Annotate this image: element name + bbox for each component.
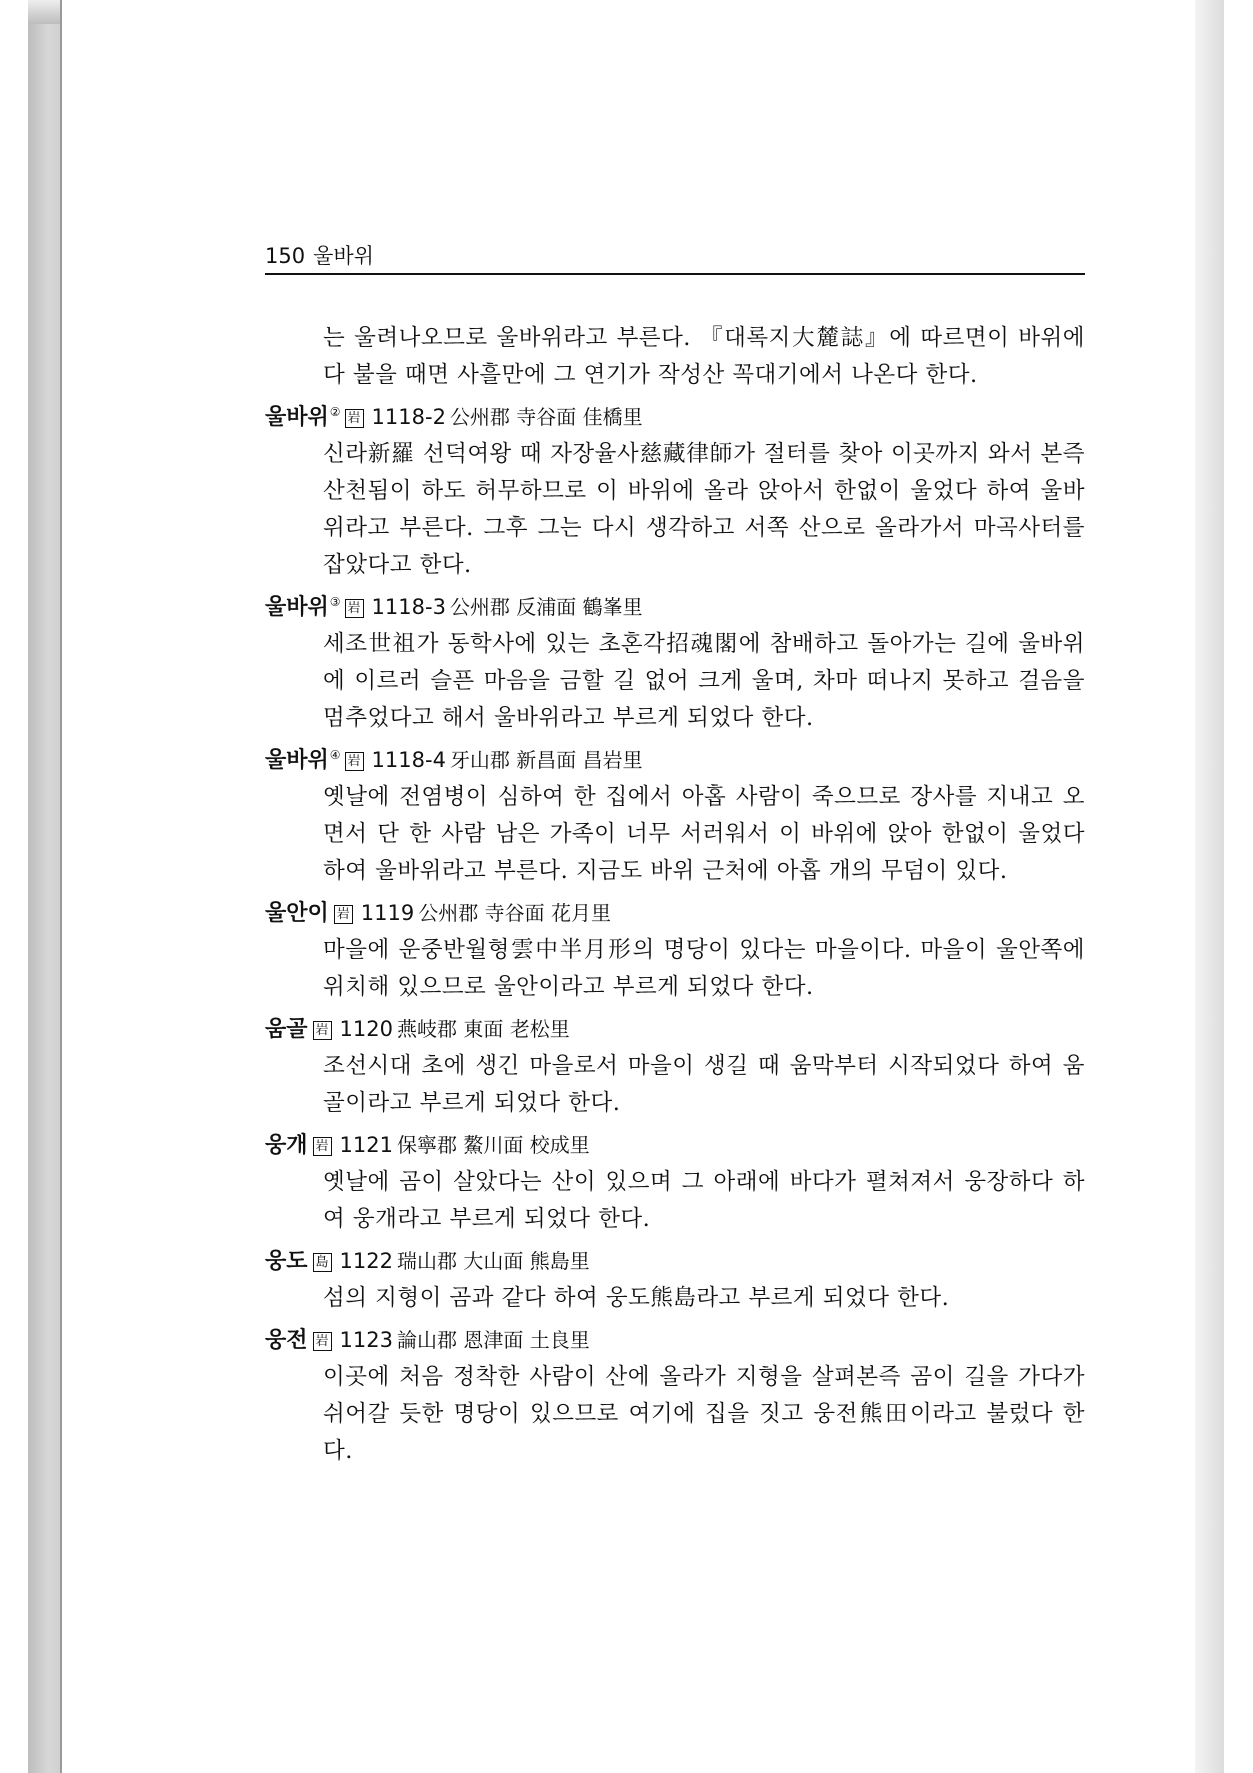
entry-term: 웅전	[265, 1328, 308, 1353]
entry	[265, 394, 1085, 584]
entry-kind-badge: 島	[313, 1253, 332, 1272]
entry	[265, 1317, 1085, 1470]
entry-number: ③	[329, 595, 341, 609]
intro-paragraph: 는 울려나오므로 울바위라고 부른다. 『대록지大麓誌』에 따르면이 바위에다 불을 때면 사흘만에 그 연기가 작성산 꼭대기에서 나온다 한다.	[323, 325, 1085, 388]
entry-heading	[265, 1317, 1085, 1359]
entry-term: 웅도	[265, 1249, 308, 1274]
entry-kind-badge: 岩	[313, 1021, 332, 1040]
entry-heading	[265, 584, 1085, 626]
entry-number: ④	[329, 748, 341, 762]
entry-text: 신라新羅 선덕여왕 때 자장율사慈藏律師가 절터를 찾아 이곳까지 와서 본즉 산천됨이 하도 허무하므로 이 바위에 올라 앉아서 한없이 울었다 하여 울바위라고 부른다. 그후 그는 다시 생각하고 서쪽 산으로 올라가서 마곡사터를 잡았다고 한다.	[323, 441, 1085, 578]
entry-term: 울바위	[265, 748, 329, 773]
entry-kind-badge: 岩	[345, 752, 364, 771]
entry-address: 公州郡 寺谷面 佳橋里	[449, 405, 643, 429]
entry-text: 이곳에 처음 정착한 사람이 산에 올라가 지형을 살펴본즉 곰이 길을 가다가 쉬어갈 듯한 명당이 있으므로 여기에 집을 짓고 웅전熊田이라고 불렀다 한다.	[323, 1364, 1085, 1464]
entry-code: 1119	[360, 901, 415, 925]
entry-text: 옛날에 전염병이 심하여 한 집에서 아홉 사람이 죽으므로 장사를 지내고 오면서 단 한 사람 남은 가족이 너무 서러워서 이 바위에 앉아 한없이 울었다 하여 울바위라고 부른다. 지금도 바위 근처에 아홉 개의 무덤이 있다.	[323, 784, 1085, 884]
entry-heading	[265, 737, 1085, 779]
entry-kind-badge: 岩	[313, 1332, 332, 1351]
entry	[265, 1122, 1085, 1238]
entry-number: ②	[329, 405, 341, 419]
entry-term: 웅개	[265, 1133, 308, 1158]
entry-code: 1122	[339, 1249, 393, 1273]
entry-heading	[265, 890, 1085, 932]
page-content	[265, 320, 1085, 1470]
entry-kind-badge: 岩	[345, 409, 364, 428]
entry-code: 1123	[339, 1328, 393, 1352]
running-header	[265, 240, 1085, 270]
entry-address: 公州郡 反浦面 鶴峯里	[449, 595, 643, 619]
entry-kind-badge: 岩	[313, 1137, 332, 1156]
entry-heading	[265, 1122, 1085, 1164]
entry-text: 옛날에 곰이 살았다는 산이 있으며 그 아래에 바다가 펼쳐져서 웅장하다 하여 웅개라고 부르게 되었다 한다.	[323, 1169, 1085, 1232]
entry-term: 울바위	[265, 595, 329, 620]
book-edge	[28, 0, 62, 1773]
entry-term: 울안이	[265, 901, 329, 926]
entry-text: 섬의 지형이 곰과 같다 하여 웅도熊島라고 부르게 되었다 한다.	[323, 1285, 950, 1311]
entry-address: 公州郡 寺谷面 花月里	[418, 901, 611, 925]
book-edge-top	[28, 0, 62, 24]
entry-term: 울바위	[265, 405, 329, 430]
entry-code: 1118-4	[371, 748, 446, 772]
entry	[265, 737, 1085, 890]
entry-text: 마을에 운중반월형雲中半月形의 명당이 있다는 마을이다. 마을이 울안쪽에 위치해 있으므로 울안이라고 부르게 되었다 한다.	[323, 937, 1085, 1000]
entry-text: 조선시대 초에 생긴 마을로서 마을이 생길 때 움막부터 시작되었다 하여 움골이라고 부르게 되었다 한다.	[323, 1053, 1085, 1116]
entry-address: 保寧郡 鰲川面 校成里	[396, 1133, 590, 1157]
entry-heading	[265, 1238, 1085, 1280]
entry	[265, 584, 1085, 737]
page-number: 150	[265, 244, 306, 268]
entry-code: 1118-2	[371, 405, 446, 429]
header-rule	[265, 273, 1085, 275]
page-shadow	[1195, 0, 1224, 1773]
entry	[265, 1238, 1085, 1317]
entry	[265, 890, 1085, 1006]
entry-code: 1121	[339, 1133, 393, 1157]
entry-heading	[265, 394, 1085, 436]
entry-address: 燕岐郡 東面 老松里	[396, 1017, 570, 1041]
entry-text: 세조世祖가 동학사에 있는 초혼각招魂閣에 참배하고 돌아가는 길에 울바위에 이르러 슬픈 마음을 금할 길 없어 크게 울며, 차마 떠나지 못하고 걸음을 멈추었다고 해서 울바위라고 부르게 되었다 한다.	[323, 631, 1085, 731]
entry-term: 움골	[265, 1017, 308, 1042]
entry-address: 瑞山郡 大山面 熊島里	[396, 1249, 590, 1273]
entry-heading	[265, 1006, 1085, 1048]
entry-kind-badge: 岩	[334, 905, 353, 924]
running-title: 울바위	[313, 244, 374, 268]
entry-address: 牙山郡 新昌面 昌岩里	[449, 748, 643, 772]
entry-code: 1118-3	[371, 595, 446, 619]
entry-address: 論山郡 恩津面 土良里	[396, 1328, 590, 1352]
entry-code: 1120	[339, 1017, 393, 1041]
entry-kind-badge: 岩	[345, 599, 364, 618]
entry	[265, 1006, 1085, 1122]
